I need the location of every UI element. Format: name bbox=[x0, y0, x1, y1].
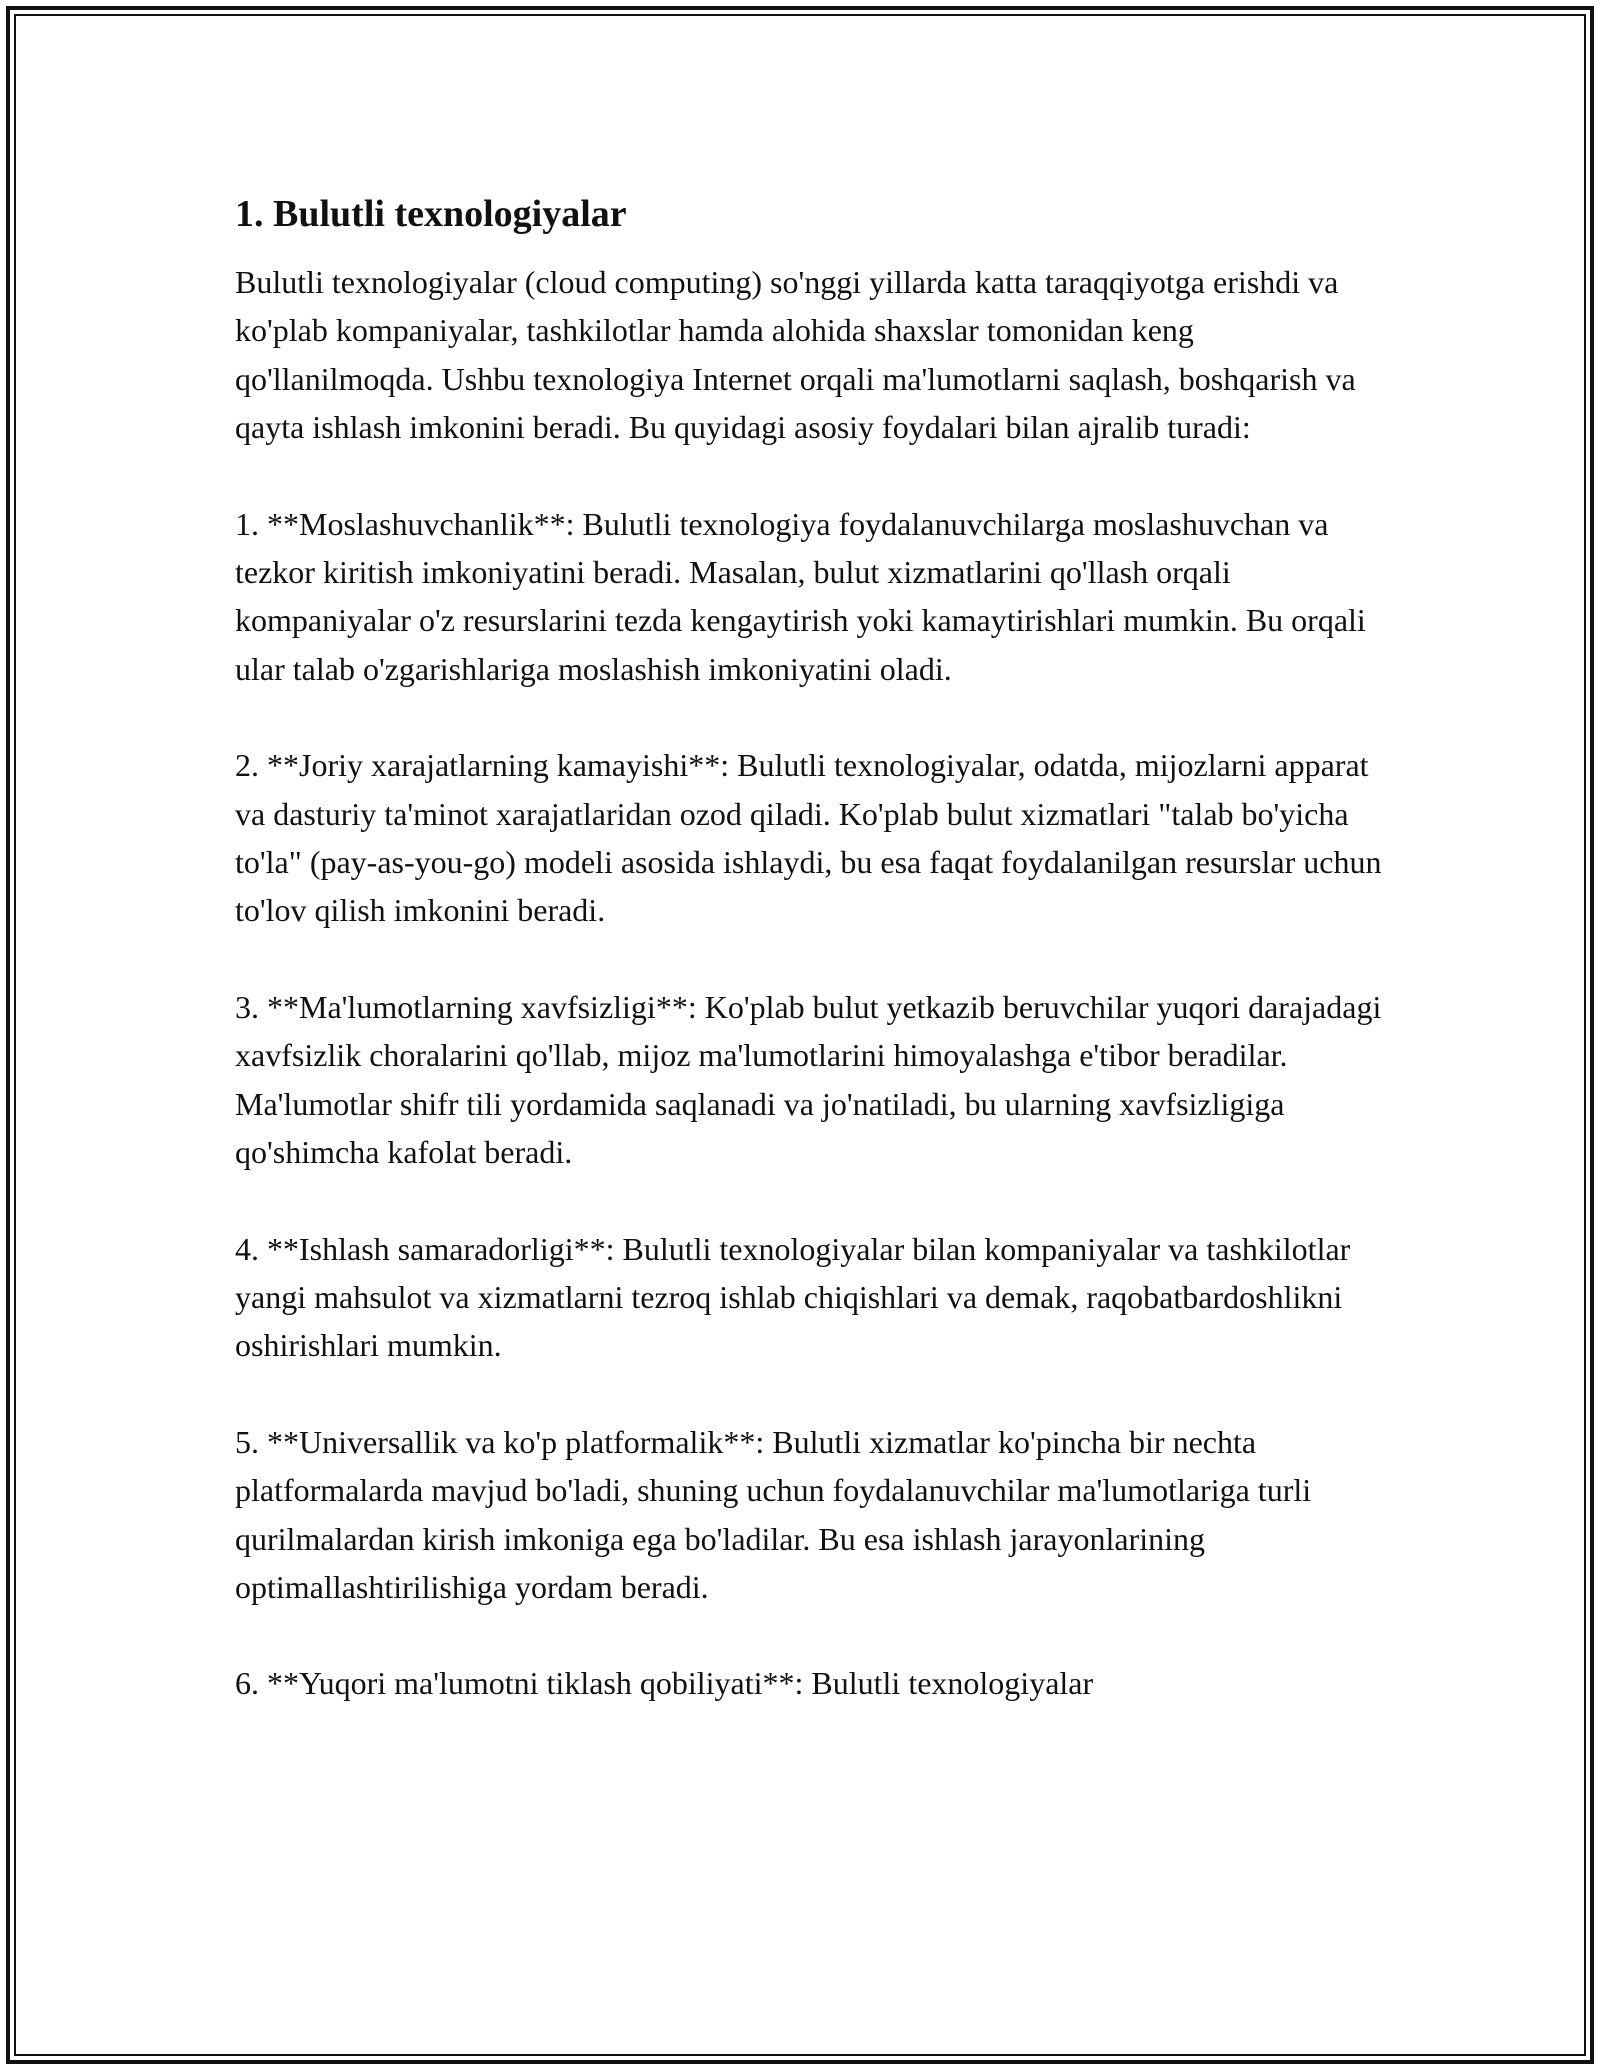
list-item-samaradorlik: 4. **Ishlash samaradorligi**: Bulutli texnologiyalar bilan kompaniyalar va tashkilotlar yangi mahsulot va xizmatlarni tezroq ishlab chiqishlari va demak, raqobatbardoshlikni oshirishlari mumkin. bbox=[235, 1230, 1351, 1364]
list-item-xarajatlar: 2. **Joriy xarajatlarning kamayishi**: Bulutli texnologiyalar, odatda, mijozlarni apparat va dasturiy ta'minot xarajatlaridan ozod qiladi. Ko'plab bulut xizmatlari "talab bo'yicha to'la" (pay-as-you-go) modeli asosida ishlaydi, bu esa faqat foydalanilgan resurslar uchun to'lov qilish imkonini beradi. bbox=[235, 747, 1382, 929]
document-body bbox=[235, 188, 1385, 1756]
list-item-moslashuvchanlik: 1. **Moslashuvchanlik**: Bulutli texnologiya foydalanuvchilarga moslashuvchan va tezkor kiritish imkoniyatini beradi. Masalan, bulut xizmatlarini qo'llash orqali kompaniyalar o'z resurslarini tezda kengaytirish yoki kamaytirishlari mumkin. Bu orqali ular talab o'zgarishlariga moslashish imkoniyatini oladi. bbox=[235, 505, 1366, 687]
list-item-xavfsizlik: 3. **Ma'lumotlarning xavfsizligi**: Ko'plab bulut yetkazib beruvchilar yuqori darajadagi xavfsizlik choralarini qo'llab, mijoz ma'lumotlarini himoyalashga e'tibor beradilar. Ma'lumotlar shifr tili yordamida saqlanadi va jo'natiladi, bu ularning xavfsizligiga qo'shimcha kafolat beradi. bbox=[235, 988, 1382, 1171]
section-heading: 1. Bulutli texnologiyalar bbox=[235, 193, 627, 235]
list-item-universallik: 5. **Universallik va ko'p platformalik**: Bulutli xizmatlar ko'pincha bir nechta platformalarda mavjud bo'ladi, shuning uchun foydalanuvchilar ma'lumotlariga turli qurilmalardan kirish imkoniga ega bo'ladilar. Bu esa ishlash jarayonlarining optimallashtirilishiga yordam beradi. bbox=[235, 1423, 1312, 1605]
list-item-tiklash: 6. **Yuqori ma'lumotni tiklash qobiliyati**: Bulutli texnologiyalar bbox=[235, 1665, 1094, 1702]
intro-paragraph: Bulutli texnologiyalar (cloud computing) so'nggi yillarda katta taraqqiyotga erishdi va ko'plab kompaniyalar, tashkilotlar hamda alohida shaxslar tomonidan keng qo'llanilmoqda. Ushbu texnologiya Internet orqali ma'lumotlarni saqlash, boshqarish va qayta ishlash imkonini beradi. Bu quyidagi asosiy foydalari bilan ajralib turadi: bbox=[235, 264, 1356, 446]
